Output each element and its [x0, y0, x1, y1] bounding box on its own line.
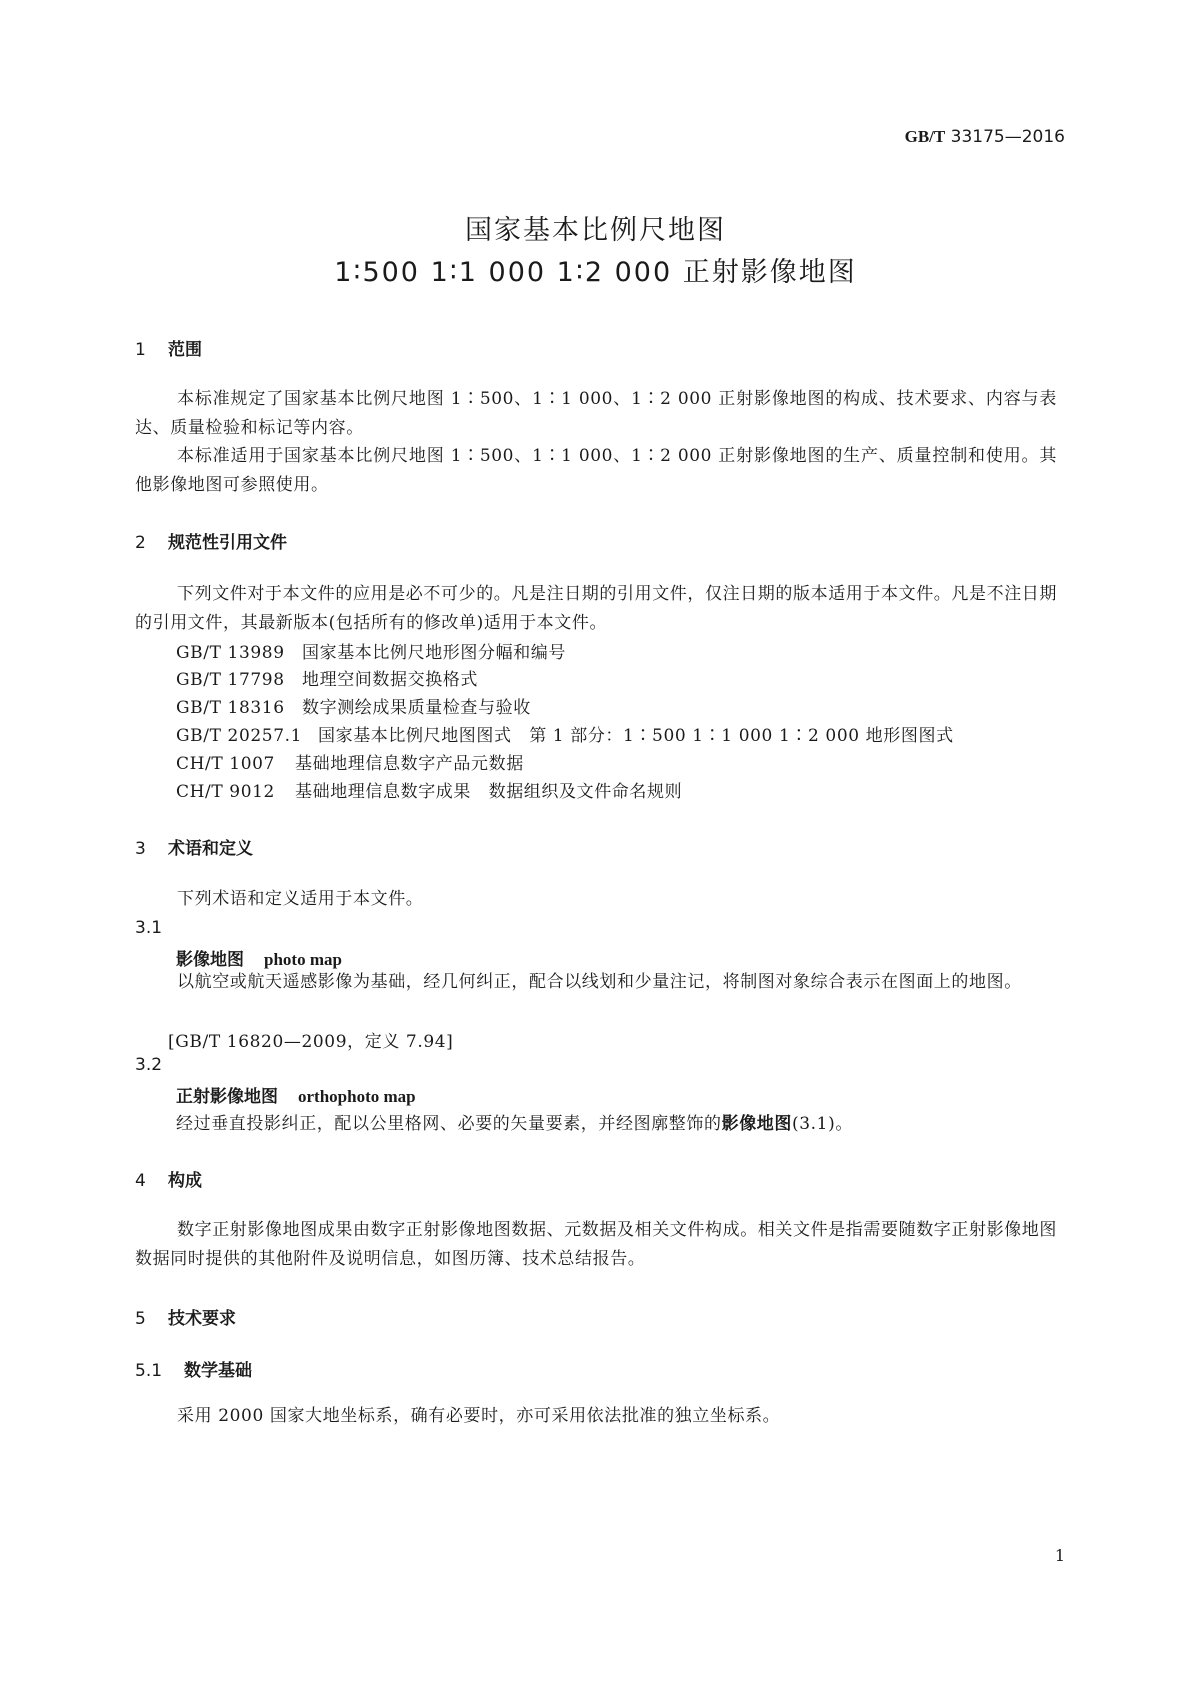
term-number: 3.2 — [135, 1055, 163, 1075]
reference-item — [176, 721, 954, 746]
reference-title: 基础地理信息数字产品元数据 — [295, 754, 524, 774]
section-number: 1 — [135, 340, 146, 360]
reference-title: 数字测绘成果质量检查与验收 — [302, 698, 531, 718]
reference-code: GB/T 17798 — [176, 670, 285, 690]
term-chinese: 正射影像地图 — [176, 1087, 278, 1107]
term-chinese: 影像地图 — [176, 950, 244, 970]
section-number: 2 — [135, 533, 146, 553]
term-english: photo map — [264, 950, 342, 969]
term-heading — [176, 1082, 416, 1107]
title-line-2: 1∶500 1∶1 000 1∶2 000 正射影像地图 — [334, 257, 857, 288]
reference-title: 国家基本比例尺地形图分幅和编号 — [302, 643, 566, 663]
section-1-paragraph-1: 本标准规定了国家基本比例尺地图 1∶500、1∶1 000、1∶2 000 正射影像地图的构成、技术要求、内容与表达、质量检验和标记等内容。 — [135, 389, 1057, 438]
cross-reference-term: 影像地图 — [721, 1114, 793, 1134]
definition-text-end: (3.1)。 — [792, 1114, 853, 1134]
section-number: 5 — [135, 1309, 146, 1329]
term-definition — [176, 1109, 853, 1134]
section-title: 技术要求 — [168, 1309, 236, 1329]
reference-code: CH/T 1007 — [176, 754, 275, 774]
section-title: 规范性引用文件 — [168, 533, 287, 553]
reference-title: 基础地理信息数字成果 数据组织及文件命名规则 — [295, 782, 683, 802]
reference-code: CH/T 9012 — [176, 782, 275, 802]
title-line-1: 国家基本比例尺地图 — [465, 215, 726, 246]
section-number: 5.1 — [135, 1361, 163, 1381]
term-number: 3.1 — [135, 918, 163, 938]
section-title: 数学基础 — [184, 1361, 252, 1381]
section-3-heading — [135, 834, 253, 859]
standard-prefix: GB/T — [904, 127, 946, 146]
reference-code: GB/T 20257.1 — [176, 726, 303, 746]
section-title: 范围 — [168, 340, 202, 360]
reference-code: GB/T 13989 — [176, 643, 285, 663]
section-5-1-heading — [135, 1356, 252, 1381]
section-1-heading — [135, 335, 202, 360]
term-heading — [176, 945, 342, 970]
reference-item — [176, 749, 524, 774]
reference-item — [176, 693, 531, 718]
section-4-paragraph-1: 数字正射影像地图成果由数字正射影像地图数据、元数据及相关文件构成。相关文件是指需要随数字正射影像地图数据同时提供的其他附件及说明信息，如图历簿、技术总结报告。 — [135, 1220, 1057, 1269]
standard-code: 33175—2016 — [950, 127, 1065, 147]
reference-code: GB/T 18316 — [176, 698, 285, 718]
section-title: 术语和定义 — [168, 839, 253, 859]
section-number: 4 — [135, 1171, 146, 1191]
section-5-heading — [135, 1304, 236, 1329]
reference-item — [176, 665, 478, 690]
section-2-heading — [135, 528, 287, 553]
reference-title: 地理空间数据交换格式 — [302, 670, 478, 690]
section-number: 3 — [135, 839, 146, 859]
definition-text: 经过垂直投影纠正，配以公里格网、必要的矢量要素，并经图廓整饰的 — [176, 1114, 722, 1134]
term-definition: 以航空或航天遥感影像为基础，经几何纠正，配合以线划和少量注记，将制图对象综合表示在图面上的地图。 — [177, 972, 1022, 992]
term-source: [GB/T 16820—2009，定义 7.94] — [168, 1032, 454, 1052]
section-2-paragraph-1: 下列文件对于本文件的应用是必不可少的。凡是注日期的引用文件，仅注日期的版本适用于本文件。凡是不注日期的引用文件，其最新版本(包括所有的修改单)适用于本文件。 — [135, 584, 1057, 633]
section-4-heading — [135, 1166, 202, 1191]
section-3-paragraph-1: 下列术语和定义适用于本文件。 — [177, 889, 424, 909]
reference-item — [176, 638, 566, 663]
standard-number — [905, 127, 1065, 147]
page-number: 1 — [1054, 1546, 1065, 1565]
section-5-1-paragraph-1: 采用 2000 国家大地坐标系，确有必要时，亦可采用依法批准的独立坐标系。 — [177, 1406, 781, 1426]
section-1-paragraph-2: 本标准适用于国家基本比例尺地图 1∶500、1∶1 000、1∶2 000 正射影像地图的生产、质量控制和使用。其他影像地图可参照使用。 — [135, 446, 1057, 495]
reference-item — [176, 777, 682, 802]
reference-title: 国家基本比例尺地图图式 第 1 部分：1∶500 1∶1 000 1∶2 000 地形图图式 — [318, 726, 954, 746]
section-title: 构成 — [168, 1171, 202, 1191]
term-english: orthophoto map — [298, 1087, 416, 1106]
